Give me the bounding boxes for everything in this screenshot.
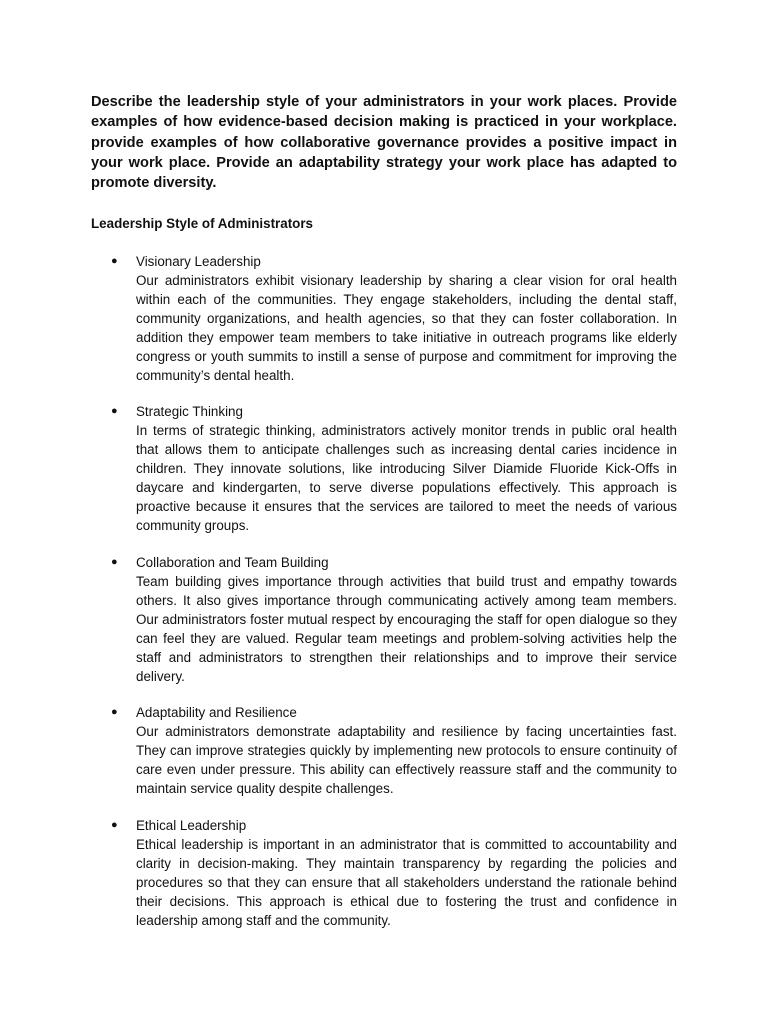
list-item-ethical-leadership (111, 816, 677, 930)
bullet-icon: ● (111, 556, 118, 568)
list-item-visionary-leadership (111, 252, 677, 385)
section-heading: Leadership Style of Administrators (91, 216, 313, 231)
item-body: Team building gives importance through activities that build trust and empathy towards others. It also gives importance through communicating actively among team members. Our administrators foster mutual respect by encouraging the staff for open dialogue so they can feel they are valued. Regular team meetings and problem-solving activities help the staff and administrators to strengthen their relationships and to improve their service delivery. (136, 574, 677, 684)
item-title: Ethical Leadership (136, 818, 247, 833)
assignment-prompt: Describe the leadership style of your administrators in your work places. Provide examples of how evidence-based decision making is practiced in your workplace. provide examples of how collaborative governance provides a positive impact in your work place. Provide an adaptability strategy your work place has adapted to promote diversity. (91, 94, 677, 192)
bullet-icon: ● (111, 819, 118, 831)
item-title: Collaboration and Team Building (136, 555, 329, 570)
item-body: Our administrators exhibit visionary leadership by sharing a clear vision for oral health within each of the communities. They engage stakeholders, including the dental staff, community organizations, and health agencies, so that they can foster collaboration. In addition they empower team members to take initiative in outreach programs like elderly congress or youth summits to instill a sense of purpose and commitment for improving the community’s dental health. (136, 273, 677, 383)
bullet-icon: ● (111, 405, 118, 417)
item-title: Strategic Thinking (136, 404, 243, 419)
bullet-icon: ● (111, 706, 118, 718)
list-item-collaboration-team-building (111, 553, 677, 686)
item-title: Visionary Leadership (136, 254, 261, 269)
item-body: In terms of strategic thinking, administrators actively monitor trends in public oral health that allows them to anticipate challenges such as increasing dental caries incidence in children. They innovate solutions, like introducing Silver Diamide Fluoride Kick-Offs in daycare and kindergarten, to serve diverse populations effectively. This approach is proactive because it ensures that the services are tailored to meet the needs of various community groups. (136, 423, 677, 533)
bullet-icon: ● (111, 255, 118, 267)
item-title: Adaptability and Resilience (136, 705, 297, 720)
item-body: Ethical leadership is important in an administrator that is committed to accountability and clarity in decision-making. They maintain transparency by regarding the policies and procedures so that they can ensure that all stakeholders understand the rationale behind their decisions. This approach is ethical due to fostering the trust and confidence in leadership among staff and the community. (136, 837, 677, 928)
list-item-adaptability-resilience (111, 703, 677, 798)
item-body: Our administrators demonstrate adaptability and resilience by facing uncertainties fast. They can improve strategies quickly by implementing new protocols to ensure continuity of care even under pressure. This ability can effectively reassure staff and the community to maintain service quality despite challenges. (136, 724, 677, 796)
list-item-strategic-thinking (111, 402, 677, 535)
